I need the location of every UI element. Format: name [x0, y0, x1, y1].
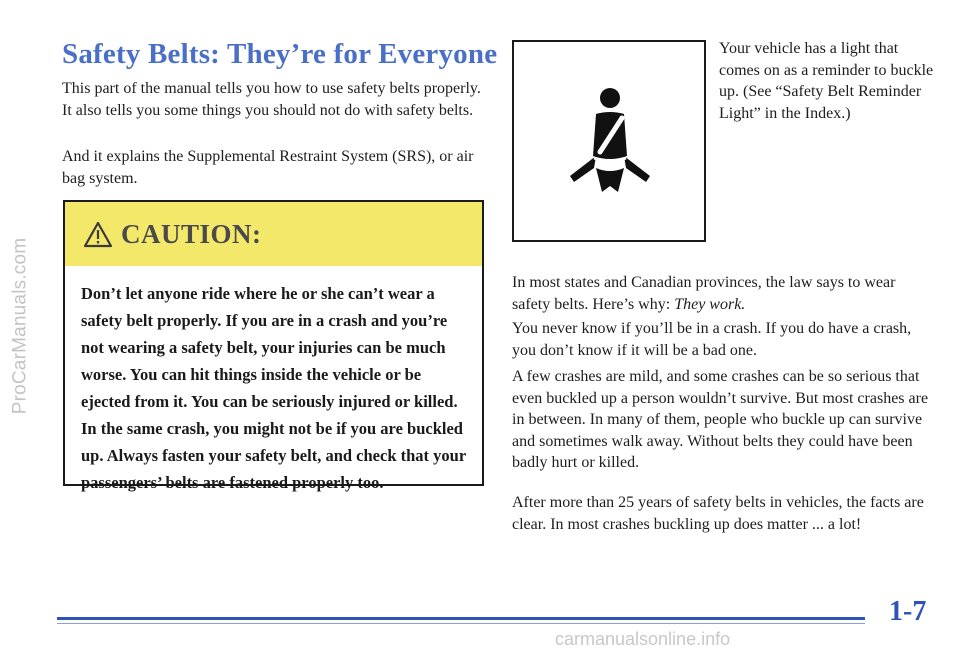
body-paragraph-1 [512, 272, 932, 315]
intro-paragraph-2: And it explains the Supplemental Restraint System (SRS), or air bag system. [62, 148, 474, 187]
bottom-watermark: carmanualsonline.info [555, 629, 731, 649]
reminder-paragraph: Your vehicle has a light that comes on as a reminder to buckle up. (See “Safety Belt Reminder Light” in the Index.) [719, 40, 934, 122]
caution-heading: CAUTION: [121, 218, 262, 249]
page-number: 1-7 [889, 596, 927, 627]
caution-header [65, 202, 482, 266]
warning-triangle-icon [83, 221, 113, 248]
caution-box [63, 200, 484, 492]
caution-text: Don’t let anyone ride where he or she can’t wear a safety belt properly. If you are in a crash and you’re not wearing a safety belt, your injuries can be much worse. You can hit things inside the vehicle or be ejected from it. You can be seriously injured or killed. In the same crash, you might not be if you are buckled up. Always fasten your safety belt, and check that your passengers’ belts are fastened properly too. [81, 284, 466, 492]
body-paragraph-4: After more than 25 years of safety belts in vehicles, the facts are clear. In most crashes buckling up does matter ... a lot! [512, 494, 924, 533]
page-title: Safety Belts: They’re for Everyone [62, 38, 498, 70]
body-paragraph-1-lead: In most states and Canadian provinces, the law says to wear safety belts. Here’s why: [512, 274, 896, 313]
body-paragraph-3: A few crashes are mild, and some crashes can be so serious that even buckled up a person wouldn’t survive. But most crashes are in between. In many of them, people who buckle up can survive and sometimes walk away. Without belts they could have been badly hurt or killed. [512, 368, 929, 471]
intro-paragraph-1: This part of the manual tells you how to use safety belts properly. It also tells you some things you should not do with safety belts. [62, 80, 481, 119]
body-paragraph-2: You never know if you’ll be in a crash. If you do have a crash, you don’t know if it will be a bad one. [512, 320, 912, 359]
seatbelt-reminder-icon [554, 82, 664, 202]
footer-rule-thin [57, 623, 865, 624]
body-paragraph-1-emphasis: They work. [674, 295, 746, 313]
footer-rule [57, 617, 865, 620]
seatbelt-icon-panel [512, 40, 706, 242]
side-watermark [2, 0, 38, 651]
side-watermark-text: ProCarManuals.com [9, 237, 31, 414]
